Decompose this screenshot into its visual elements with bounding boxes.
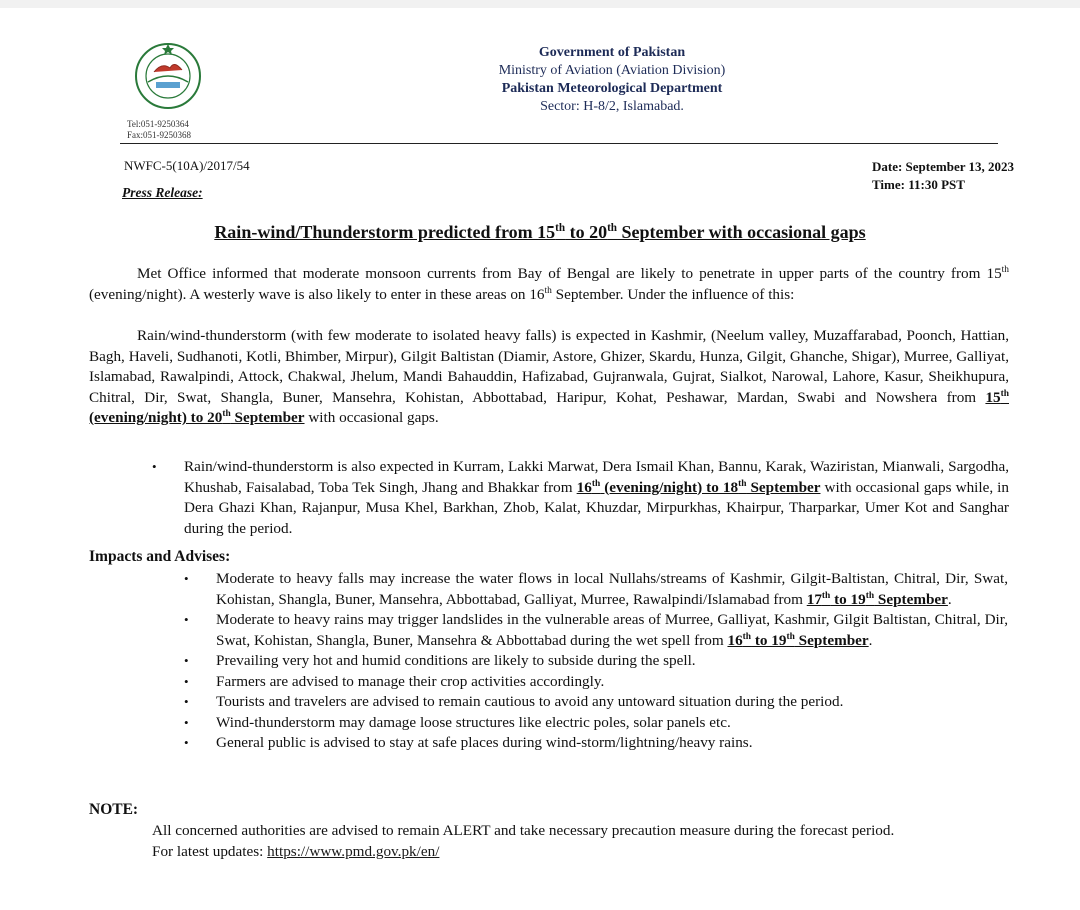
sector-address: Sector: H-8/2, Islamabad. <box>540 99 684 114</box>
note-text: All concerned authorities are advised to remain ALERT and take necessary precaution measure during the forecast period. <box>152 822 895 839</box>
sup: th <box>591 478 601 489</box>
sup: th <box>821 590 831 601</box>
document-title <box>0 222 1080 243</box>
text-run: 15 <box>985 388 1001 406</box>
impacts-list <box>184 569 1008 754</box>
bullet-icon: • <box>184 571 189 586</box>
updates-label: For latest updates: <box>152 842 268 860</box>
sup: th <box>222 408 231 419</box>
text-run: September <box>794 631 869 649</box>
bullet-icon: • <box>152 459 157 474</box>
bullet-icon: • <box>184 612 189 627</box>
department-name: Pakistan Meteorological Department <box>501 81 723 96</box>
list-item <box>184 713 1008 734</box>
list-item <box>184 733 1008 754</box>
text-run: Wind-thunderstorm may damage loose structures like electric poles, solar panels etc. <box>216 713 731 731</box>
bullet-icon: • <box>184 653 189 668</box>
text-run: Met Office informed that moderate monsoon currents from Bay of Bengal are likely to penetrate in upper parts of the country from 15 <box>137 265 1002 282</box>
text-run: Tourists and travelers are advised to remain cautious to avoid any untoward situation during the period. <box>216 693 844 710</box>
ministry-name: Ministry of Aviation (Aviation Division) <box>498 63 726 78</box>
text-run: to 19 <box>751 631 787 649</box>
date-time-block <box>872 158 1014 194</box>
sup: th <box>742 631 752 642</box>
sup: th <box>1000 388 1009 399</box>
pmd-logo-icon <box>134 42 202 110</box>
updates-link[interactable]: https://www.pmd.gov.pk/en/ <box>267 842 440 860</box>
top-band <box>0 0 1080 8</box>
contact-info <box>127 119 191 141</box>
sup: th <box>786 631 795 642</box>
title-text: September with occasional gaps <box>617 222 866 242</box>
title-sup: th <box>555 222 566 234</box>
title-text: to 20 <box>565 222 608 242</box>
text-run: Prevailing very hot and humid conditions are likely to subside during the spell. <box>216 652 696 669</box>
sup: th <box>1001 264 1009 275</box>
text-run: Rain/wind-thunderstorm (with few moderate to isolated heavy falls) is expected in Kashmir, (Neelum valley, Muzaffarabad, Poonch, Hattian, Bagh, Haveli, Sudhanoti, Kotli, Bhimber, Mirpur), Gilgit Baltistan (Diamir, Astore, Ghizer, Skardu, Hunza, Gilgit, Ghanche, Shigar), Murree, Galliyat, Islamabad, Rawalpindi, Attock, Chakwal, Jhelum, Mandi Bahauddin, Hafizabad, Gujranwala, Gujrat, Sialkot, Narowal, Lahore, Kasur, Sheikhupura, Chitral, Dir, Swat, Shangla, Buner, Mansehra, Kohistan, Abbottabad, Haripur, Kohat, Peshawar, Mardan, Swabi and Nowshera from <box>89 327 1009 406</box>
text-run: Moderate to heavy rains may trigger landslides in the vulnerable areas of Murree, Galliyat, Kashmir, Gilgit Baltistan, Chitral, Dir, Swat, Kohistan, Shangla, Buner, Mansehra & Abbottabad during the wet spell from <box>216 611 1008 649</box>
text-run: (evening/night) to 18 <box>600 478 739 496</box>
date-range <box>577 479 821 496</box>
text-run: (evening/night). A westerly wave is also likely to enter in these areas on 16 <box>89 285 545 303</box>
text-run: General public is advised to stay at safe places during wind-storm/lightning/heavy rains. <box>216 734 753 751</box>
text-run: 16 <box>727 631 743 649</box>
bullet-icon: • <box>184 714 189 730</box>
text-run: Farmers are advised to manage their crop activities accordingly. <box>216 672 605 690</box>
note-body <box>152 821 997 862</box>
bullet-icon: • <box>184 673 189 689</box>
release-date: Date: September 13, 2023 <box>871 159 1014 174</box>
text-run: with occasional gaps while, in Dera Ghazi Khan, Rajanpur, Musa Khel, Barkhan, Zhob, Kalat, Khuzdar, Mirpurkhas, Khairpur, Tharparkar, Umer Kot and Sanghar during the period. <box>184 478 1009 537</box>
list-item <box>184 610 1008 651</box>
forecast-bullet <box>184 457 1009 539</box>
letterhead-header <box>440 44 784 116</box>
text-run: Moderate to heavy falls may increase the water flows in local Nullahs/streams of Kashmir, Gilgit-Baltistan, Chitral, Dir, Swat, Kohistan, Shangla, Buner, Mansehra, Abbottabad, Galliyat, Murree, Rawalpindi/Islamabad from <box>216 570 1008 608</box>
text-run: 17 <box>806 590 822 608</box>
list-item <box>184 692 1008 713</box>
fax-number: Fax:051-9250368 <box>127 130 191 140</box>
text-run: . <box>947 590 952 608</box>
text-run: 16 <box>576 478 592 496</box>
date-range <box>807 591 948 608</box>
list-item <box>184 651 1008 672</box>
list-item <box>184 569 1008 610</box>
forecast-paragraph <box>89 326 1009 429</box>
org-name: Government of Pakistan <box>538 45 686 60</box>
title-sup: th <box>607 222 618 234</box>
bullet-icon: • <box>184 735 189 750</box>
sup: th <box>738 478 747 489</box>
release-time: Time: 11:30 PST <box>871 177 965 192</box>
date-range <box>727 632 868 649</box>
text-run: September <box>230 409 305 426</box>
text-run: with occasional gaps. <box>304 409 439 426</box>
sup: th <box>544 285 552 296</box>
note-heading: NOTE: <box>89 801 139 818</box>
updates-line <box>152 842 997 863</box>
text-run: (evening/night) to 20 <box>89 409 223 426</box>
text-run: September <box>874 590 948 608</box>
list-item <box>184 672 1008 693</box>
reference-number: NWFC-5(10A)/2017/54 <box>124 158 250 173</box>
impacts-heading: Impacts and Advises: <box>89 548 231 565</box>
press-release-label: Press Release: <box>122 185 203 200</box>
sup: th <box>865 590 875 601</box>
title-text: Rain-wind/Thunderstorm predicted from 15 <box>214 222 556 242</box>
bullet-icon: • <box>184 694 189 709</box>
text-run: . <box>868 631 873 649</box>
text-run: to 19 <box>830 590 866 608</box>
tel-number: Tel:051-9250364 <box>127 119 189 129</box>
header-rule <box>120 143 998 144</box>
intro-paragraph <box>89 264 1009 305</box>
text-run: September. Under the influence of this: <box>551 285 795 303</box>
text-run: September <box>746 478 821 496</box>
text-run: Rain/wind-thunderstorm is also expected in Kurram, Lakki Marwat, Dera Ismail Khan, Bannu, Karak, Waziristan, Mianwali, Sargodha, Khushab, Faisalabad, Toba Tek Singh, Jhang and Bhakkar from <box>184 458 1009 496</box>
